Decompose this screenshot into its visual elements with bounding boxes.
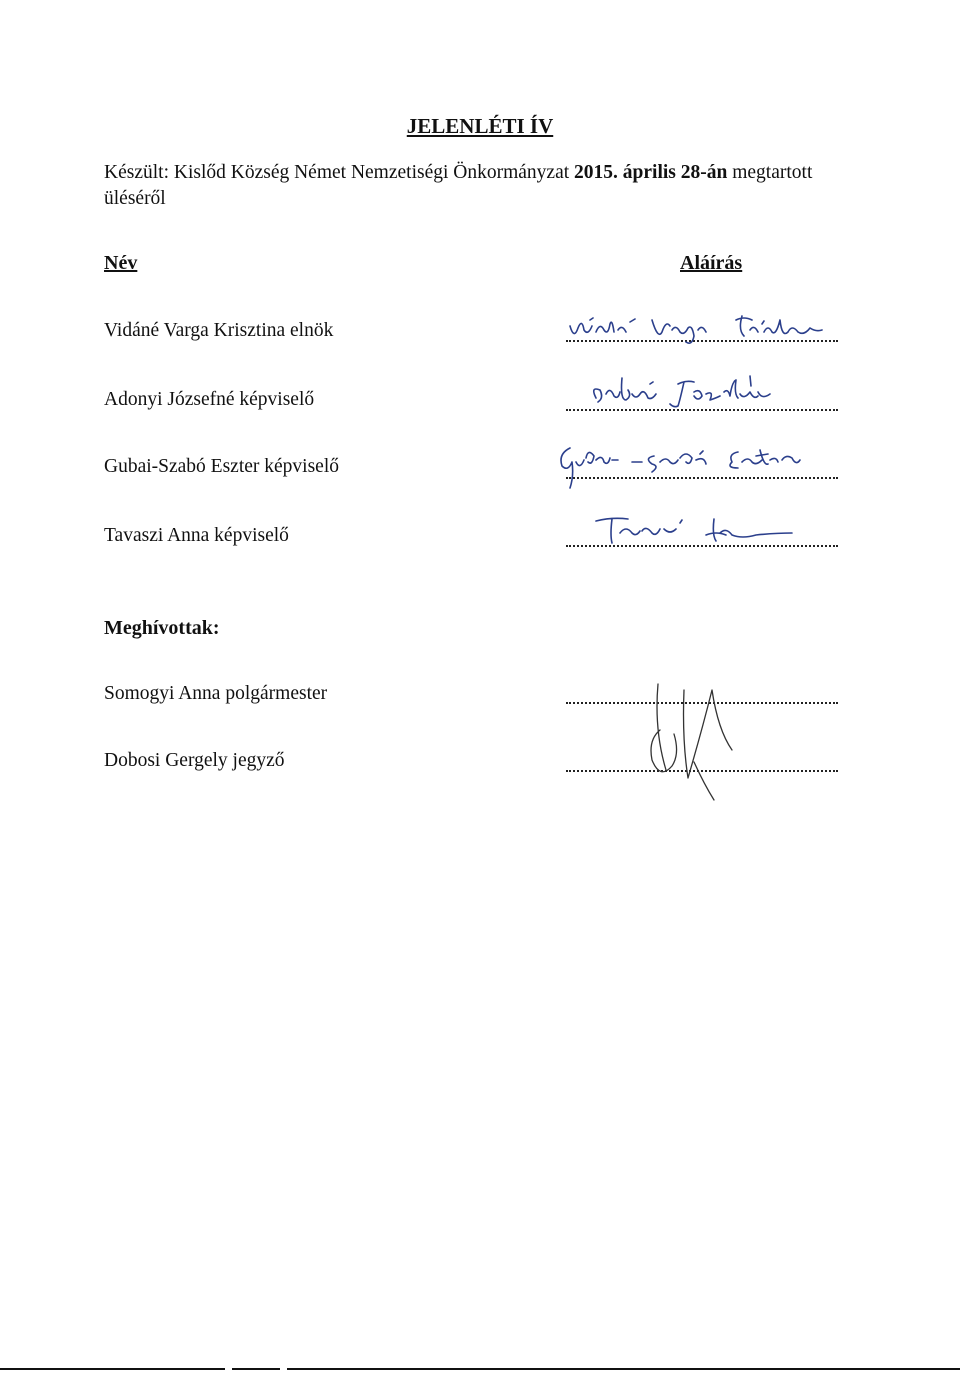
intro-prefix: Készült: Kislőd Község Német Nemzetiségi Önkormányzat xyxy=(104,162,575,183)
bottom-rule-2 xyxy=(232,1368,280,1370)
name-column-header: Név xyxy=(104,252,138,274)
intro-suffix: megtartott üléséről xyxy=(104,162,813,209)
invited-header: Meghívottak: xyxy=(104,617,220,639)
member-name-3: Gubai-Szabó Eszter képviselő xyxy=(104,456,340,477)
bottom-rule-3 xyxy=(287,1368,960,1370)
signature-2 xyxy=(566,370,846,420)
signature-column-header: Aláírás xyxy=(680,252,743,274)
invited-name-2: Dobosi Gergely jegyző xyxy=(104,750,285,771)
bottom-rule-1 xyxy=(0,1368,225,1370)
intro-date: 2015. április 28-án xyxy=(574,162,728,183)
member-name-1: Vidáné Varga Krisztina elnök xyxy=(104,320,334,341)
signature-1 xyxy=(566,306,846,350)
member-name-2: Adonyi Józsefné képviselő xyxy=(104,389,315,410)
signature-4 xyxy=(566,505,846,553)
signature-3 xyxy=(556,436,846,496)
invited-name-1: Somogyi Anna polgármester xyxy=(104,683,328,704)
document-title: JELENLÉTI ÍV xyxy=(406,114,554,138)
intro-text xyxy=(104,160,864,212)
member-name-4: Tavaszi Anna képviselő xyxy=(104,525,289,546)
signature-invited xyxy=(630,670,750,810)
